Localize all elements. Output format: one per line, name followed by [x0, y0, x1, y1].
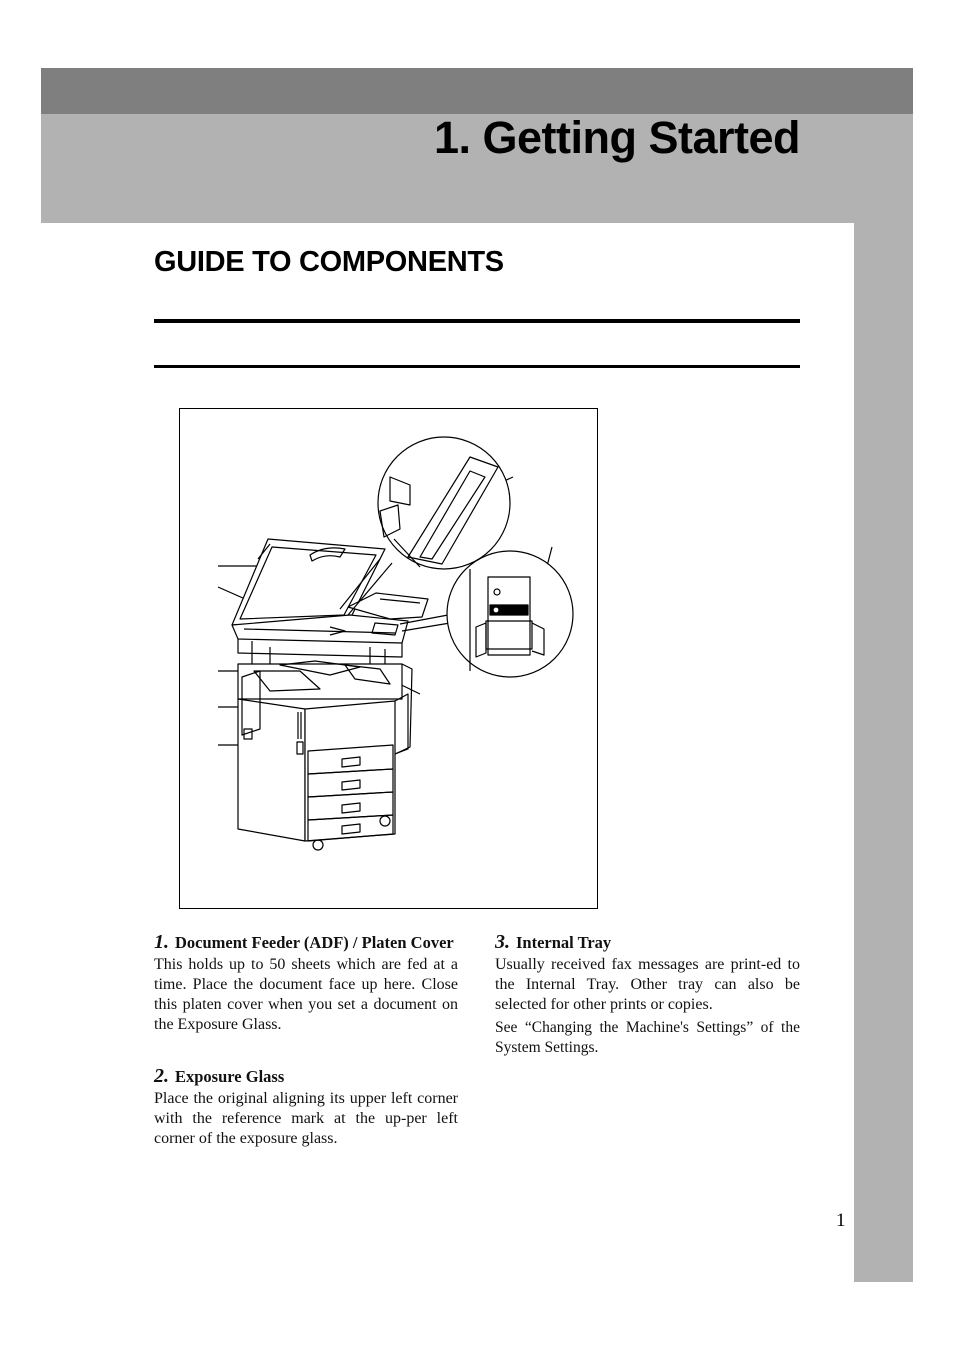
header-band-dark [41, 68, 913, 114]
item-description: Place the original aligning its upper left corner with the reference mark at the up-per left corner of the exposure glass. [154, 1090, 458, 1147]
chapter-side-tab [854, 223, 913, 1282]
item-title: Internal Tray [516, 933, 612, 952]
item-note: See “Changing the Machine's Settings” of the System Settings. [495, 1019, 800, 1056]
copier-drawing [180, 409, 597, 908]
component-item-1-heading [154, 932, 458, 953]
item-number: 1. [154, 931, 169, 953]
section-title: GUIDE TO COMPONENTS [154, 246, 504, 278]
section-rule-bottom [154, 365, 800, 368]
component-item-3-heading [495, 932, 800, 953]
item-number: 2. [154, 1065, 169, 1087]
item-number: 3. [495, 931, 510, 953]
item-description: Usually received fax messages are print-ed to the Internal Tray. Other tray can also be selected for other prints or copies. [495, 956, 800, 1013]
item-description: This holds up to 50 sheets which are fed at a time. Place the document face up here. Close this platen cover when you set a document on the Exposure Glass. [154, 956, 458, 1033]
section-rule-top [154, 319, 800, 323]
component-item-2 [154, 1066, 458, 1152]
chapter-title: 1. Getting Started [433, 112, 800, 163]
component-item-2-heading [154, 1066, 458, 1087]
item-title: Document Feeder (ADF) / Platen Cover [175, 933, 454, 952]
item-title: Exposure Glass [175, 1067, 285, 1086]
component-item-1 [154, 932, 458, 1038]
component-item-3 [495, 932, 800, 1061]
page-number: 1 [836, 1210, 846, 1231]
machine-illustration [179, 408, 598, 909]
